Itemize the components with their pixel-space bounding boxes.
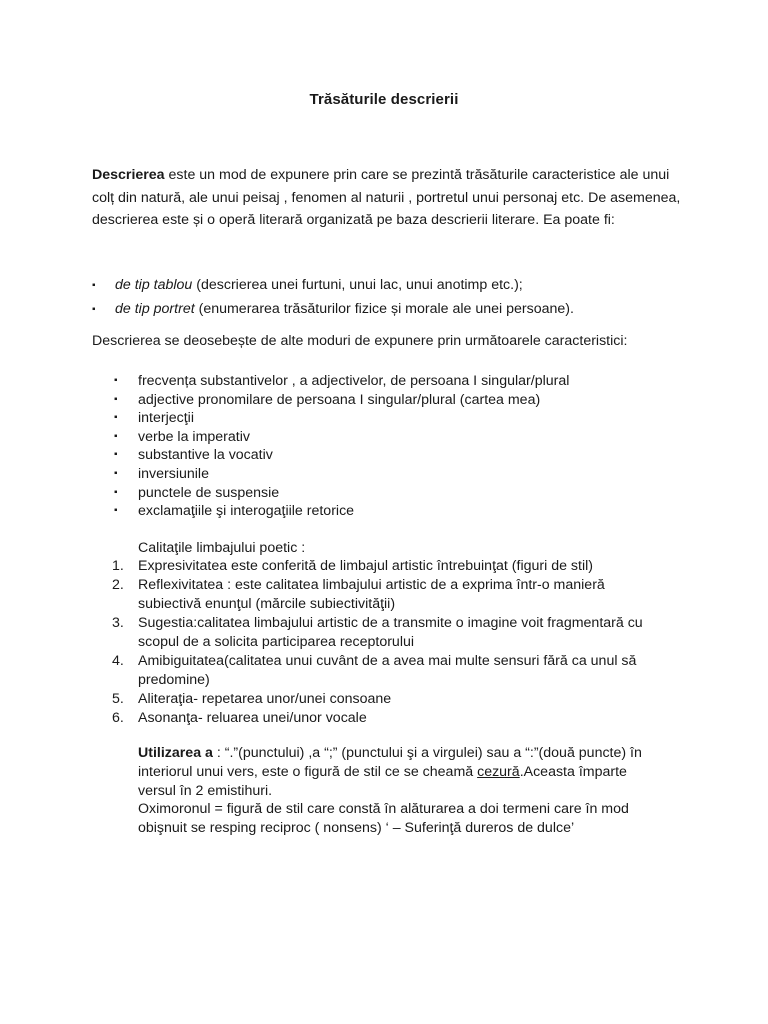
list-item <box>114 446 674 465</box>
type-label: de tip tablou <box>115 277 193 293</box>
document-title: Trăsăturile descrierii <box>309 91 459 108</box>
feature-text: substantive la vocativ <box>138 447 273 464</box>
item-number: 1. <box>112 558 124 574</box>
cezura-paragraph <box>138 744 660 800</box>
quality-text: Aliteraţia- repetarea unor/unei consoane <box>138 691 392 707</box>
compare-paragraph: Descrierea se deosebește de alte moduri de expunere prin următoarele caracteristici: <box>92 333 628 349</box>
quality-text: Sugestia:calitatea limbajului artistic de a transmite o imagine voit fragmentară cu scopul de a solicita participarea receptorului <box>138 615 643 650</box>
bullet-icon: ▪ <box>114 412 118 424</box>
bullet-icon: ▪ <box>92 280 96 291</box>
quality-text: Asonanţa- reluarea unei/unor vocale <box>138 710 367 726</box>
list-item <box>112 614 660 652</box>
type-text: (descrierea unei furtuni, unui lac, unui anotimp etc.); <box>192 277 523 293</box>
item-number: 4. <box>112 653 124 669</box>
bullet-icon: ▪ <box>114 430 118 442</box>
feature-text: inversiunile <box>138 465 209 482</box>
list-item <box>112 557 660 576</box>
list-item <box>114 428 674 447</box>
list-item <box>114 484 674 503</box>
list-item <box>112 709 660 728</box>
feature-text: frecvența substantivelor , a adjectivelor, de persoana I singular/plural <box>138 373 570 389</box>
list-item <box>114 409 674 428</box>
item-number: 3. <box>112 615 124 631</box>
bullet-icon: ▪ <box>114 467 118 479</box>
intro-text: este un mod de expunere prin care se prezintă trăsăturile caracteristice ale unui colț din natură, ale unui peisaj , fenomen al naturii , portretul unui personaj etc. De asemenea, descrierea este și o operă literară organizată pe baza descrierii literare. Ea poate fi: <box>92 167 681 229</box>
cezura-term: cezură <box>477 763 520 780</box>
list-item <box>114 372 674 391</box>
quality-text: Expresivitatea este conferită de limbajul artistic întrebuinţat (figuri de stil) <box>138 558 593 574</box>
punctuation-paragraph <box>138 744 660 838</box>
qualities-list <box>112 557 660 728</box>
item-number: 5. <box>112 691 124 707</box>
item-number: 6. <box>112 710 124 726</box>
intro-bold-term: Descrierea <box>92 167 165 183</box>
feature-text: exclamaţiile şi interogaţiile retorice <box>138 503 355 520</box>
item-number: 2. <box>112 577 124 593</box>
quality-text: Amibiguitatea(calitatea unui cuvânt de a avea mai multe sensuri fără ca unul să predomine) <box>138 653 637 688</box>
intro-paragraph <box>92 164 684 232</box>
list-item <box>112 690 660 709</box>
list-item <box>92 298 692 322</box>
type-text: (enumerarea trăsăturilor fizice și morale ale unei persoane). <box>194 300 574 317</box>
list-item <box>112 576 660 614</box>
feature-text: adjective pronomilare de persoana I singular/plural (cartea mea) <box>138 391 541 408</box>
bullet-icon: ▪ <box>92 303 96 315</box>
util-bold-term: Utilizarea a <box>138 745 213 761</box>
bullet-icon: ▪ <box>114 505 118 517</box>
bullet-icon: ▪ <box>114 449 118 461</box>
util-text-b: .Aceasta împarte versul în 2 emistihuri. <box>138 763 627 799</box>
quality-text: Reflexivitatea : este calitatea limbajului artistic de a exprima într-o manieră subiectivă enunţul (mărcile subiectivităţii) <box>138 577 605 612</box>
features-list <box>114 372 674 521</box>
oximoron-paragraph: Oximoronul = figură de stil care constă în alăturarea a doi termeni care în mod obişnuit se resping reciproc ( nonsens) ‘ – Suferinţă dureros de dulce’ <box>138 801 629 837</box>
description-types-list <box>92 274 692 321</box>
feature-text: punctele de suspensie <box>138 484 280 501</box>
feature-text: verbe la imperativ <box>138 428 250 445</box>
qualities-heading: Calitaţile limbajului poetic : <box>138 540 306 556</box>
list-item <box>112 652 660 690</box>
feature-text: interjecţii <box>138 410 194 427</box>
type-label: de tip portret <box>115 300 195 317</box>
bullet-icon: ▪ <box>114 375 118 386</box>
bullet-icon: ▪ <box>114 486 118 498</box>
bullet-icon: ▪ <box>114 393 118 405</box>
list-item <box>114 465 674 484</box>
list-item <box>114 502 674 521</box>
list-item <box>92 274 692 298</box>
list-item <box>114 391 674 410</box>
util-text-a: : “.”(punctului) ,a “;” (punctului şi a virgulei) sau a “:”(două puncte) în interiorul unui vers, este o figură de stil ce se cheamă <box>138 745 642 780</box>
